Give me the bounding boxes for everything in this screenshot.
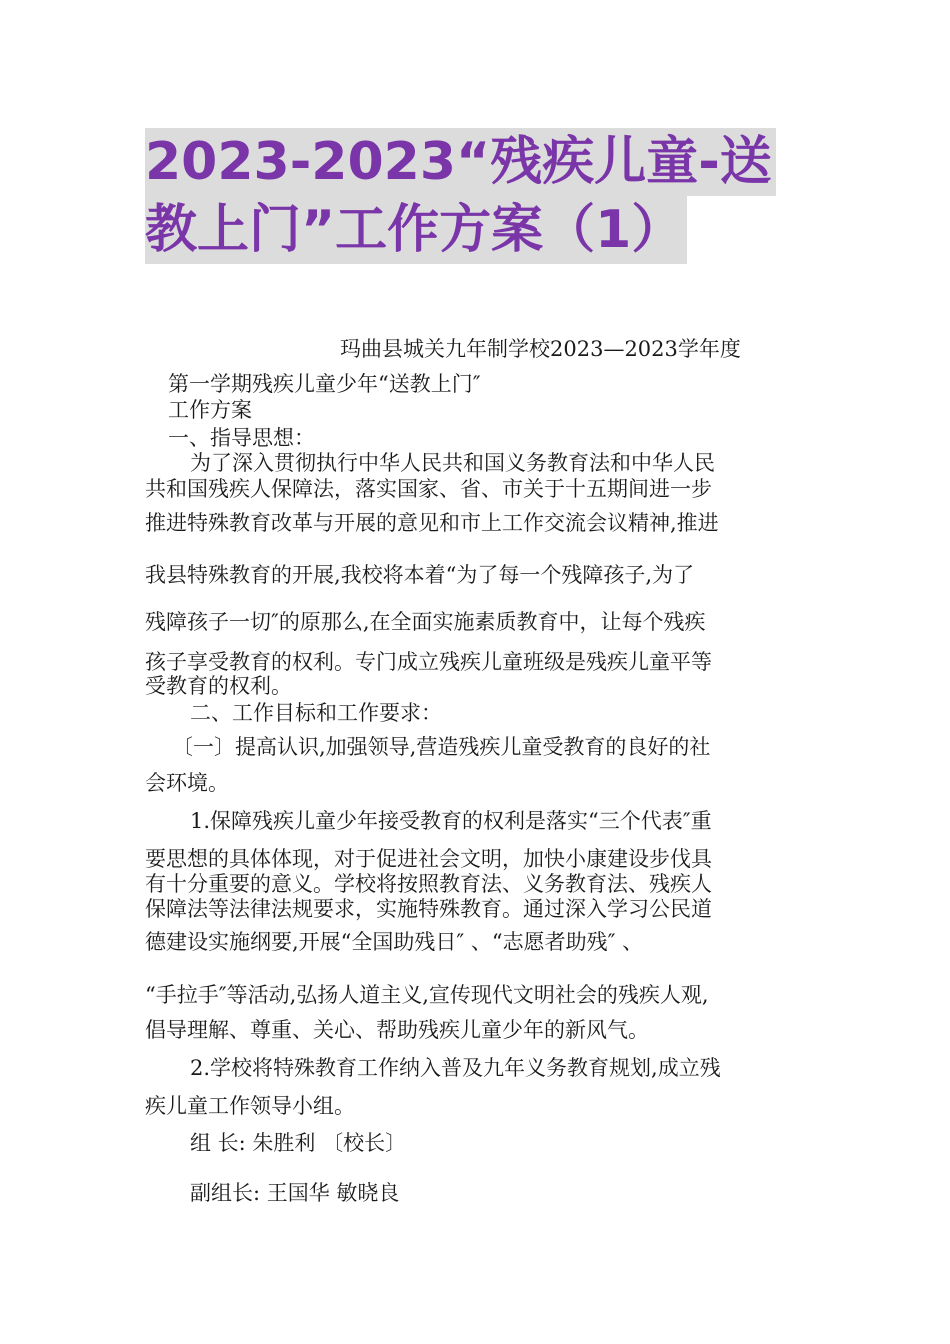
paragraph-line: 为了深入贯彻执行中华人民共和国义务教育法和中华人民 xyxy=(190,451,715,475)
paragraph-line: 推进特殊教育改革与开展的意见和市上工作交流会议精神,推进 xyxy=(145,511,719,535)
paragraph-line: 孩子享受教育的权利。专门成立残疾儿童班级是残疾儿童平等 xyxy=(145,650,712,674)
title-line-2: 教上门”工作方案（1） xyxy=(145,196,687,264)
deputy-leader-line: 副组长: 王国华 敏晓良 xyxy=(190,1181,400,1205)
paragraph-line: 德建设实施纲要,开展“全国助残日″ 、“志愿者助残″ 、 xyxy=(145,930,644,954)
paragraph-line: 2.学校将特殊教育工作纳入普及九年义务教育规划,成立残 xyxy=(190,1056,721,1080)
heading-line-2: 工作方案 xyxy=(168,398,252,422)
group-leader-line: 组 长: 朱胜利 〔校长〕 xyxy=(190,1131,407,1155)
section-heading-1: 一、指导思想： xyxy=(168,426,315,450)
subsection-heading: 〔一〕提高认识,加强领导,营造残疾儿童受教育的良好的社 xyxy=(172,735,711,759)
paragraph-line: 我县特殊教育的开展,我校将本着“为了每一个残障孩子,为了 xyxy=(145,563,695,587)
paragraph-line: 1.保障残疾儿童少年接受教育的权利是落实“三个代表″重 xyxy=(190,809,712,833)
paragraph-line: 残障孩子一切″的原那么,在全面实施素质教育中，让每个残疾 xyxy=(145,610,706,634)
paragraph-line: “手拉手″等活动,弘扬人道主义,宣传现代文明社会的残疾人观, xyxy=(145,983,709,1007)
paragraph-line: 有十分重要的意义。学校将按照教育法、义务教育法、残疾人 xyxy=(145,872,712,896)
section-heading-2: 二、工作目标和工作要求： xyxy=(190,701,442,725)
paragraph-line: 受教育的权利。 xyxy=(145,674,292,698)
subtitle: 玛曲县城关九年制学校2023—2023学年度 xyxy=(340,337,741,361)
paragraph-line: 倡导理解、尊重、关心、帮助残疾儿童少年的新风气。 xyxy=(145,1018,649,1042)
title-line-1: 2023-2023“残疾儿童-送 xyxy=(145,128,776,196)
paragraph-line: 保障法等法律法规要求，实施特殊教育。通过深入学习公民道 xyxy=(145,897,712,921)
paragraph-line: 疾儿童工作领导小组。 xyxy=(145,1094,355,1118)
document-title xyxy=(145,128,815,264)
paragraph-line: 共和国残疾人保障法，落实国家、省、市关于十五期间进一步 xyxy=(145,477,712,501)
paragraph-line: 要思想的具体体现，对于促进社会文明，加快小康建设步伐具 xyxy=(145,847,712,871)
paragraph-line: 会环境。 xyxy=(145,771,229,795)
heading-line-1: 第一学期残疾儿童少年“送教上门″ xyxy=(168,372,481,396)
